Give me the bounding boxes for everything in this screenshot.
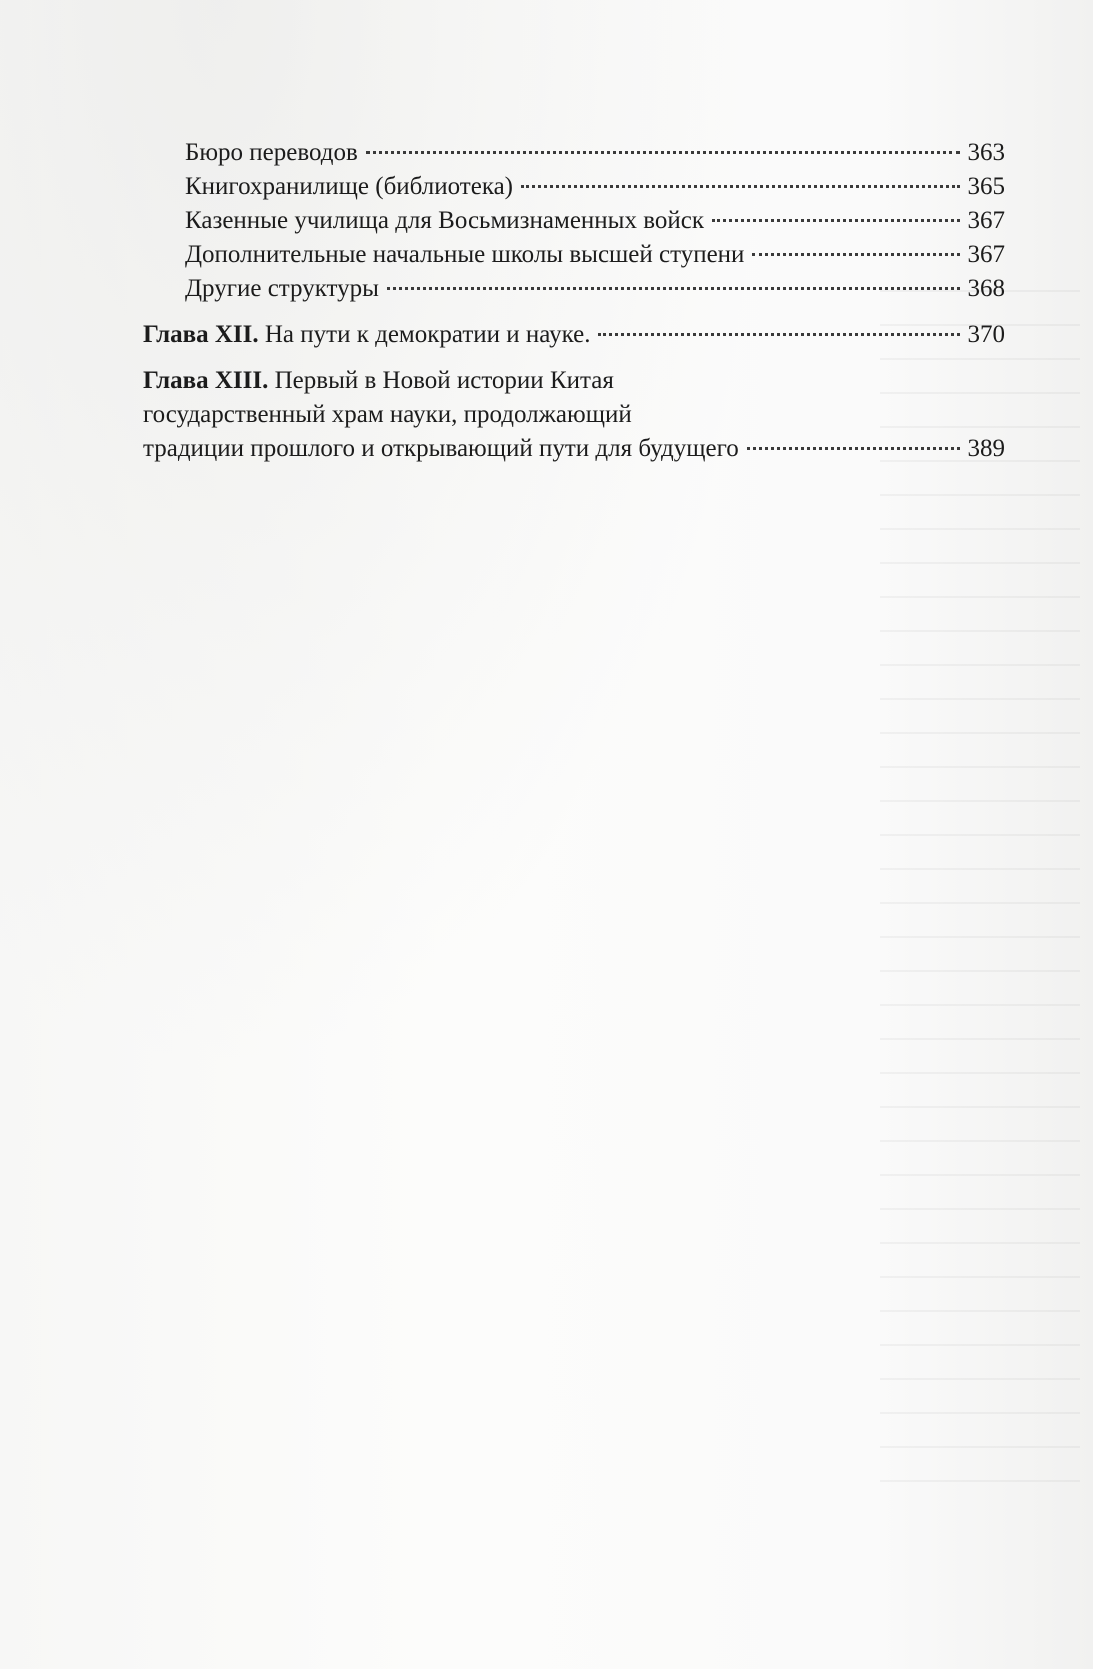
dot-leader: [712, 219, 960, 222]
chapter-title-part-3: традиции прошлого и открывающий пути для будущего: [143, 435, 739, 462]
toc-entry-page: 365: [967, 173, 1005, 200]
toc-entry-chapter-12[interactable]: [143, 318, 1005, 352]
toc-entry-translation-bureau[interactable]: [143, 136, 1005, 170]
bleed-through-text: [880, 290, 1080, 1490]
chapter-title-line-2: государственный храм науки, продолжающий: [143, 401, 632, 428]
toc-entry-page: 370: [967, 321, 1005, 348]
toc-entry-chapter-13[interactable]: [143, 364, 1005, 466]
chapter-title-line-1: [143, 364, 1005, 398]
toc-entry-banner-schools[interactable]: [143, 204, 1005, 238]
chapter-label: Глава XII.: [143, 321, 259, 348]
chapter-title: На пути к демократии и науке.: [264, 321, 591, 348]
toc-entry-title: Казенные училища для Восьмизнаменных войск: [185, 207, 704, 234]
toc-entry-other-structures[interactable]: [143, 272, 1005, 306]
toc-entry-title: Другие структуры: [185, 275, 379, 302]
toc-entry-library[interactable]: [143, 170, 1005, 204]
dot-leader: [598, 333, 959, 336]
toc-entry-page: 363: [967, 139, 1005, 166]
dot-leader: [387, 287, 960, 290]
chapter-label: Глава XIII.: [143, 367, 269, 394]
toc-entry-page: 368: [967, 275, 1005, 302]
toc-entry-title: Дополнительные начальные школы высшей ступени: [185, 241, 745, 268]
toc-entry-title: Бюро переводов: [185, 139, 358, 166]
dot-leader: [366, 151, 960, 154]
toc-entry-page: 367: [967, 207, 1005, 234]
toc-entry-title: Книгохранилище (библиотека): [185, 173, 514, 200]
toc-chapter-heading: [143, 318, 590, 352]
dot-leader: [747, 447, 960, 450]
chapter-title-part-1: Первый в Новой истории Китая: [274, 367, 614, 394]
dot-leader: [752, 253, 959, 256]
toc-entry-page: 367: [967, 241, 1005, 268]
toc-entry-primary-schools[interactable]: [143, 238, 1005, 272]
table-of-contents: [143, 136, 1005, 466]
chapter-title-line-3: [143, 432, 1005, 466]
toc-entry-page: 389: [967, 435, 1005, 462]
dot-leader: [521, 185, 959, 188]
